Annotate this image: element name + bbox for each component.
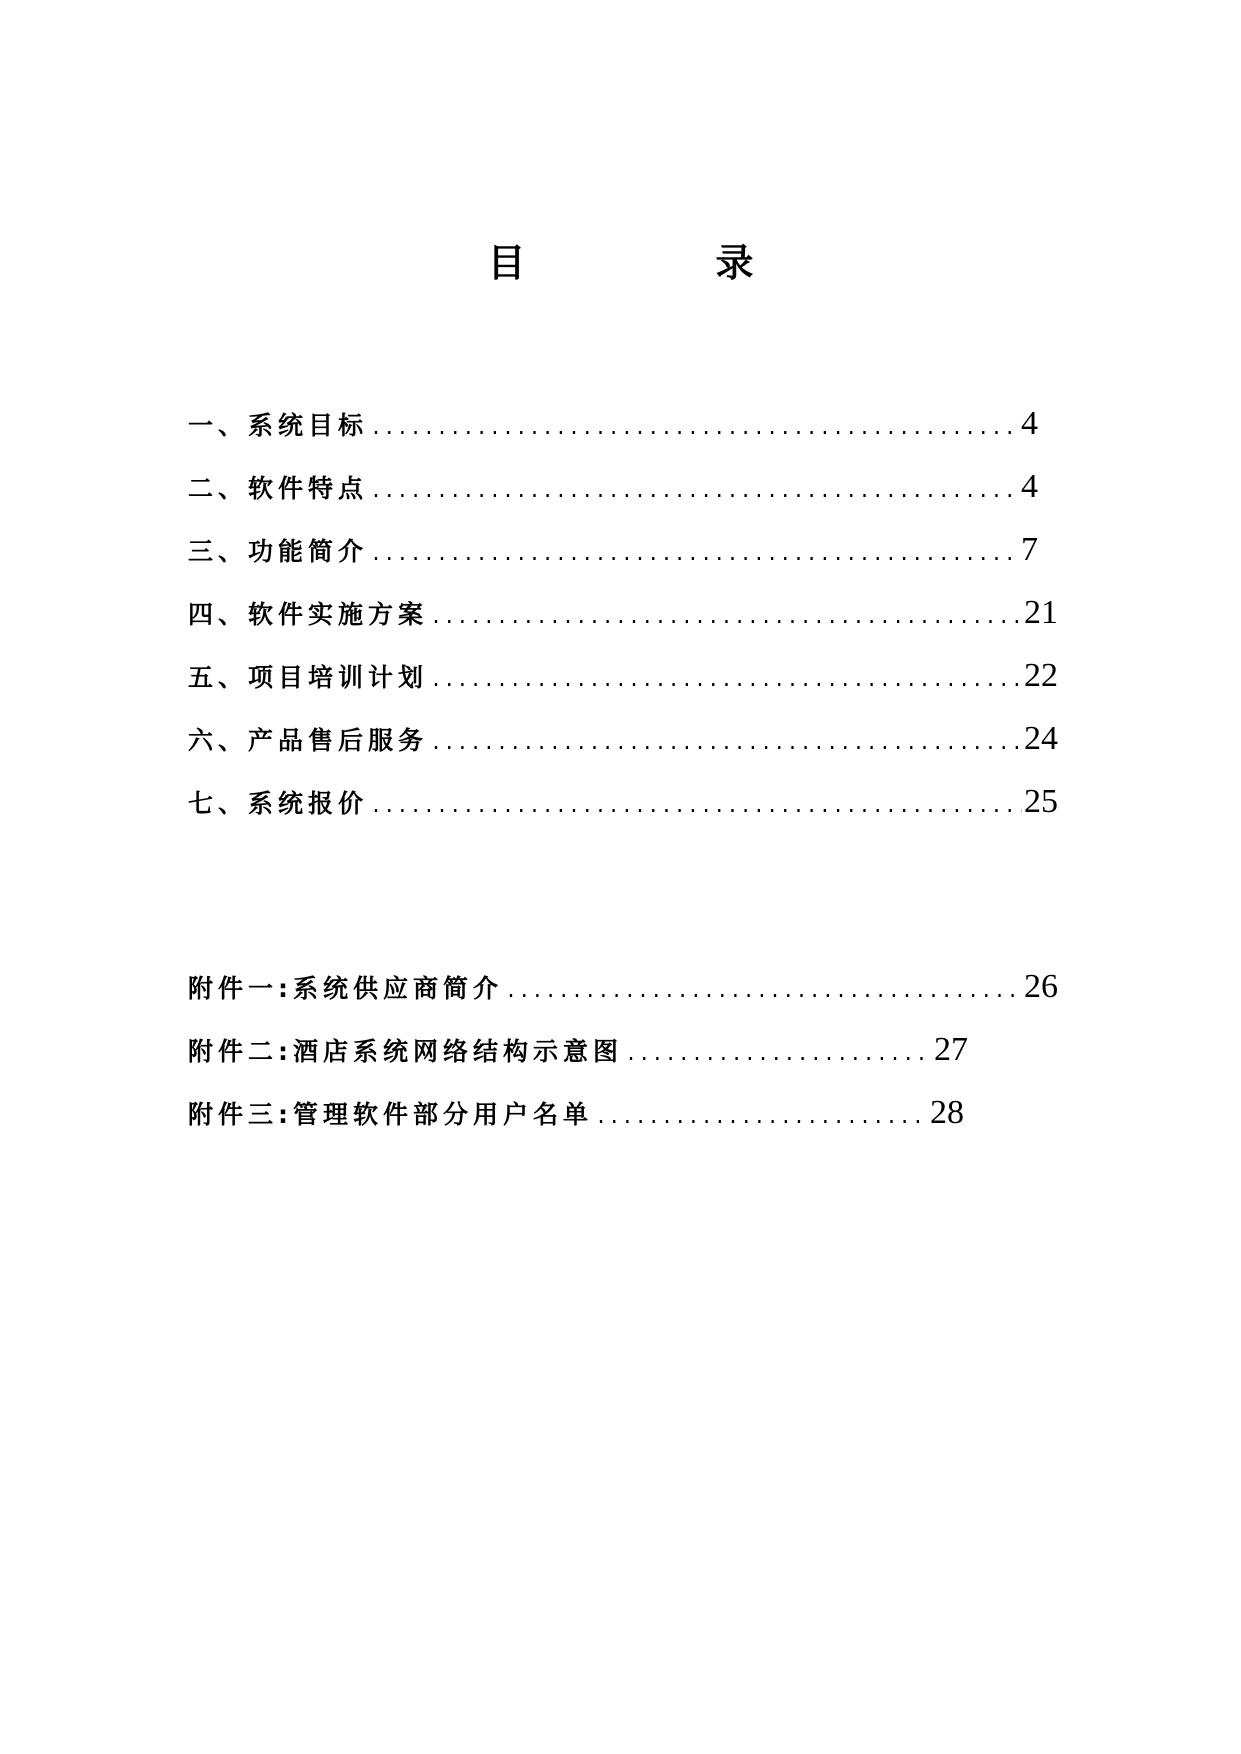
appendix-entry[interactable] (188, 968, 1058, 1031)
toc-entry-page: 22 (1024, 657, 1058, 694)
toc-entry-label: 四、软件实施方案 (188, 600, 429, 629)
toc-entry-page: 4 (1021, 405, 1038, 442)
appendix-entry-label: 附件二:酒店系统网络结构示意图 (188, 1037, 623, 1066)
dot-leader (430, 733, 1022, 756)
appendix-entry[interactable] (188, 1031, 968, 1094)
appendix-entry-page: 26 (1024, 968, 1058, 1005)
toc-entry-page: 24 (1024, 720, 1058, 757)
toc-entry-page: 4 (1021, 468, 1038, 505)
toc-entry-page: 21 (1024, 594, 1058, 631)
appendix-entry-label: 附件三:管理软件部分用户名单 (188, 1100, 593, 1129)
toc-entry-label: 五、项目培训计划 (188, 663, 429, 692)
page-title: 目 录 (487, 241, 830, 285)
appendix-entry-label: 附件一:系统供应商简介 (188, 974, 503, 1003)
appendix-entry[interactable] (188, 1094, 964, 1157)
appendix-list (188, 968, 1058, 1157)
table-of-contents (188, 405, 1058, 846)
toc-entry-page: 25 (1024, 783, 1058, 820)
dot-leader (595, 1107, 928, 1130)
toc-entry-label: 三、功能简介 (188, 537, 369, 566)
dot-leader (505, 981, 1022, 1004)
dot-leader (370, 544, 1019, 567)
toc-entry[interactable] (188, 468, 1038, 531)
toc-entry[interactable] (188, 657, 1058, 720)
toc-entry[interactable] (188, 720, 1058, 783)
toc-entry[interactable] (188, 531, 1038, 594)
toc-entry-page: 7 (1021, 531, 1038, 568)
toc-entry[interactable] (188, 783, 1058, 846)
dot-leader (370, 796, 1022, 819)
toc-entry-label: 七、系统报价 (188, 789, 369, 818)
appendix-entry-page: 28 (930, 1094, 964, 1131)
dot-leader (430, 607, 1022, 630)
dot-leader (430, 670, 1022, 693)
appendix-entry-page: 27 (934, 1031, 968, 1068)
toc-entry-label: 一、系统目标 (188, 411, 369, 440)
toc-entry[interactable] (188, 594, 1058, 657)
toc-entry[interactable] (188, 405, 1038, 468)
toc-entry-label: 六、产品售后服务 (188, 726, 429, 755)
toc-entry-label: 二、软件特点 (188, 474, 369, 503)
dot-leader (370, 418, 1019, 441)
dot-leader (370, 481, 1019, 504)
dot-leader (625, 1044, 932, 1067)
